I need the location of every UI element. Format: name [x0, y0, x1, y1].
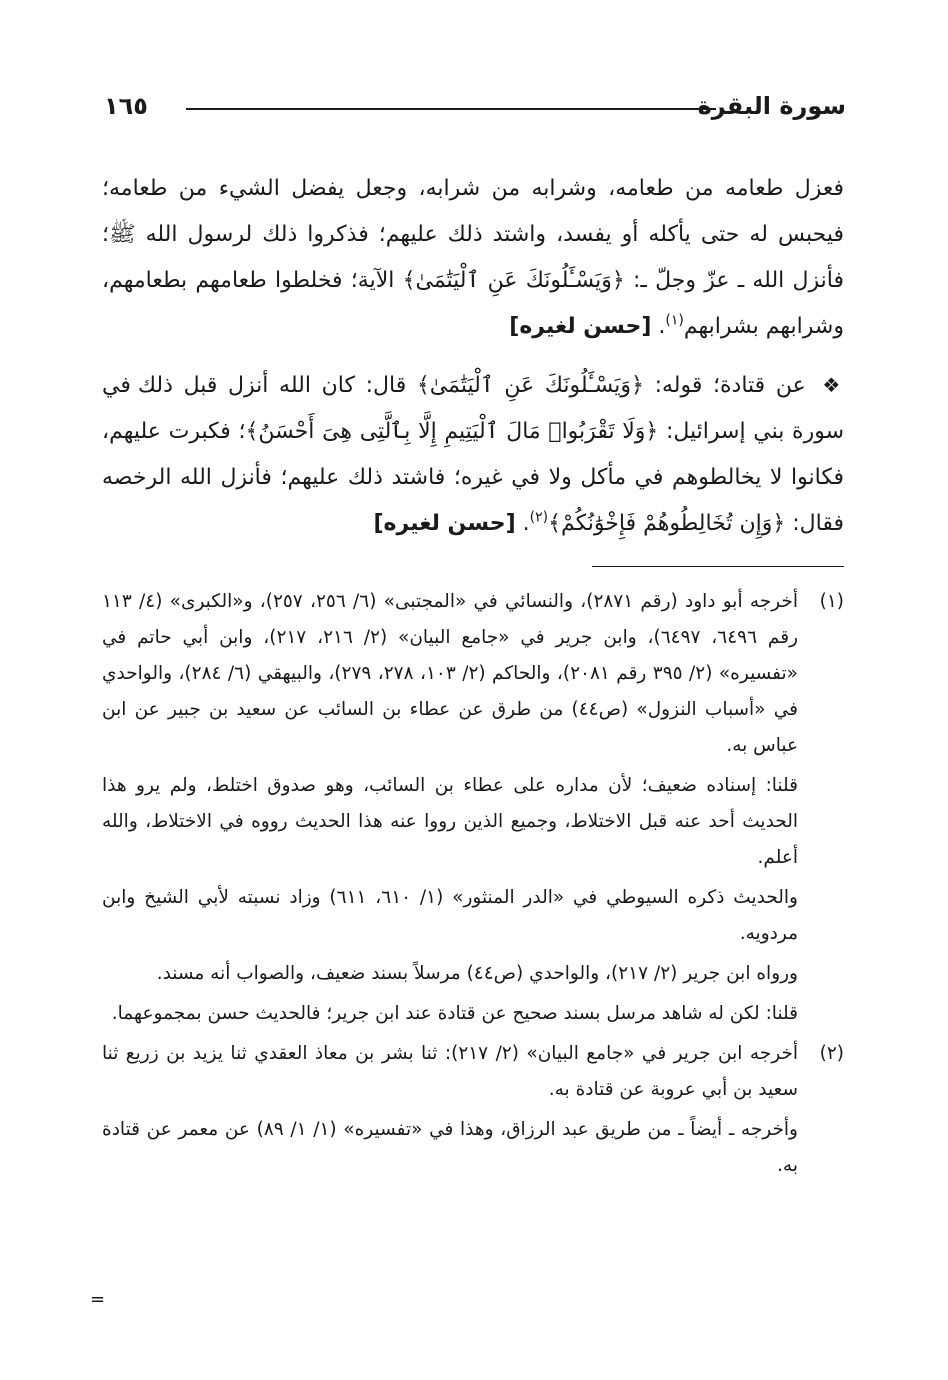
text-line: ذلك في سورة بني إسرائيل: ﴿وَلَا تَقْرَبُوا۟ مَالَ ٱلْيَتِيمِ إِلَّا بِٱلَّتِى هِىَ أَحْسَنُ﴾؛ [102, 373, 844, 444]
main-text [102, 166, 844, 547]
footnote-paragraph: أخرجه أبو داود (رقم ٢٨٧١)، والنسائي في «المجتبى» (٦/ ٢٥٦، ٢٥٧)، و«الكبرى» (٤/ ١١٣ رقم ٦٤٩٦، ٦٤٩٧)، وابن جرير في «جامع البيان» (٢/ ٢١٦، ٢١٧)، وابن أبي حاتم في «تفسيره» (٢/ ٣٩٥ رقم ٢٠٨١)، والحاكم (٢/ ١٠٣، ٢٧٨، ٢٧٩)، والبيهقي (٦/ ٢٨٤)، والواحدي في «أسباب النزول» (ص٤٤) من طرق عن عطاء بن السائب عن سعيد بن جبير عن ابن عباس به. [102, 591, 798, 756]
hadith-grade: [حسن لغيره] [509, 314, 652, 339]
footnote-1 [102, 584, 844, 1032]
text-line: عن قتادة؛ قوله: ﴿وَيَسْـَٔلُونَكَ عَنِ ٱلْيَتَٰمَىٰ﴾ قال: كان الله أنزل قبل [183, 373, 806, 398]
footnote-paragraph: قلنا: لكن له شاهد مرسل بسند صحيح عن قتادة عند ابن جرير؛ فالحديث حسن بمجموعهما. [111, 1003, 798, 1024]
header-rule [186, 108, 716, 110]
text-line: طعامه؛ فيحبس له حتى يأكله أو يفسد، واشتد ذلك عليهم؛ فذكروا ذلك [102, 176, 845, 247]
text-line: عليهم؛ فأنزل الله الرخصه فقال: ﴿وَإِن تُخَالِطُوهُمْ فَإِخْوَٰنُكُمْ﴾ [102, 465, 844, 536]
sentence-end: . [658, 314, 666, 339]
margin-mark: = [90, 1289, 106, 1310]
footnote-number: (١) [819, 591, 844, 612]
footnote-number: (٢) [819, 1043, 844, 1064]
text-line: فكبرت عليهم، فكانوا لا يخالطوهم في مأكل ولا في غيره؛ فاشتد ذلك [102, 419, 844, 490]
footnote-paragraph: وأخرجه ـ أيضاً ـ من طريق عبد الرزاق، وهذا في «تفسيره» (١/ ١/ ٨٩) عن معمر عن قتادة به. [102, 1119, 798, 1176]
surah-title: سورة البقرة [697, 92, 846, 120]
sentence-end: . [522, 511, 530, 536]
footnote-separator [592, 566, 844, 567]
running-header [104, 88, 846, 128]
page-number: ١٦٥ [104, 92, 148, 120]
paragraph-1 [102, 166, 844, 350]
hadith-grade: [حسن لغيره] [373, 511, 516, 536]
footnote-paragraph: ورواه ابن جرير (٢/ ٢١٧)، والواحدي (ص٤٤) مرسلاً بسند ضعيف، والصواب أنه مسند. [156, 963, 798, 984]
footnote-paragraph: والحديث ذكره السيوطي في «الدر المنثور» (١/ ٦١٠، ٦١١) وزاد نسبته لأبي الشيخ وابن مردويه. [102, 887, 798, 944]
footnote-ref-1: (١) [665, 312, 684, 329]
footnote-paragraph: أخرجه ابن جرير في «جامع البيان» (٢/ ٢١٧): ثنا بشر بن معاذ العقدي ثنا يزيد بن زريع ثنا سعيد بن أبي عروبة عن قتادة به. [102, 1043, 798, 1100]
text-line: فعزل طعامه من طعامه، وشرابه من شرابه، وجعل يفضل الشيء من [178, 176, 844, 201]
footnote-2 [102, 1036, 844, 1184]
diamond-bullet-icon: ❖ [822, 373, 845, 397]
text-line: فخلطوا طعامهم بطعامهم، وشرابهم بشرابهم [102, 268, 844, 339]
footnotes [102, 584, 844, 1184]
footnote-ref-2: (٢) [529, 509, 549, 526]
text-line: لرسول الله ﷺ؛ فأنزل الله ـ عزّ وجلّ ـ: ﴿وَيَسْـَٔلُونَكَ عَنِ ٱلْيَتَٰمَىٰ﴾ الآية؛ [102, 222, 844, 293]
footnote-paragraph: قلنا: إسناده ضعيف؛ لأن مداره على عطاء بن السائب، وهو صدوق اختلط، ولم يرو هذا الحديث أحد عنه قبل الاختلاط، وجميع الذين رووا عنه هذا الحديث رووه في الاختلاط، والله أعلم. [102, 775, 798, 868]
paragraph-2 [102, 362, 844, 547]
